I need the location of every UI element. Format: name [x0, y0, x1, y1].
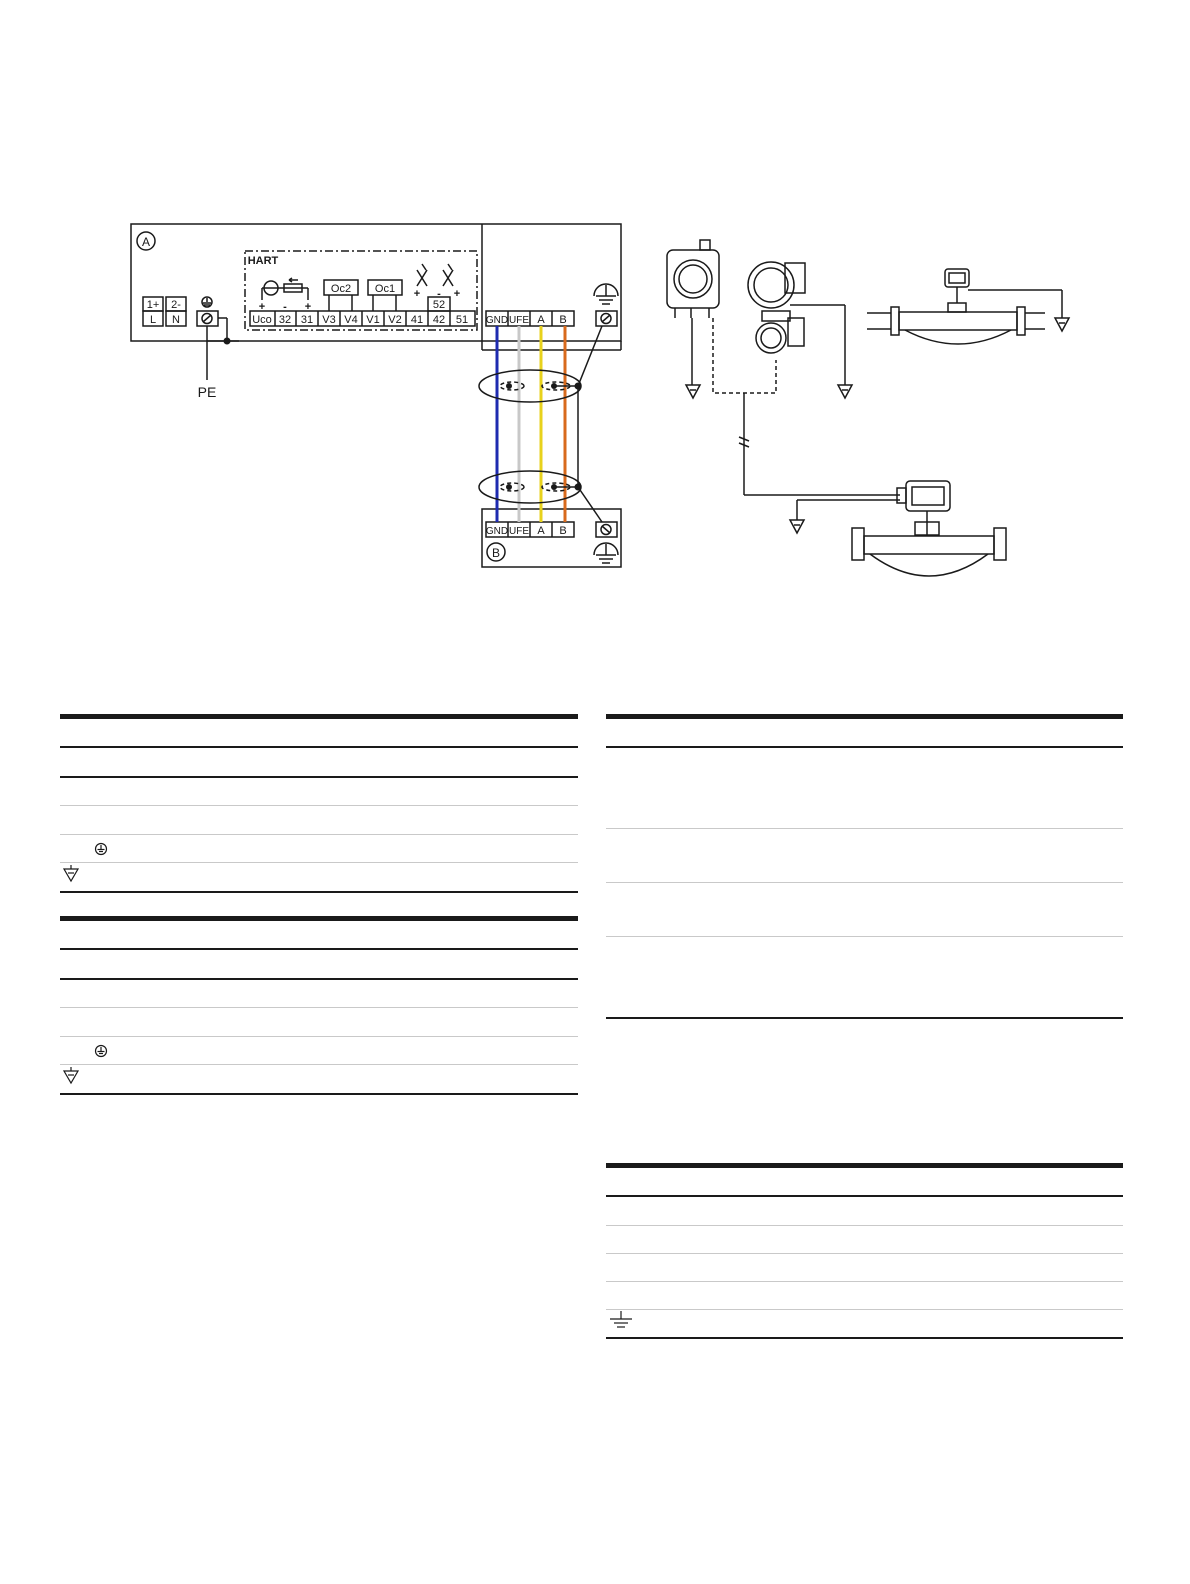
- bus-top-a: A: [537, 314, 545, 326]
- protective-earth-icon: [94, 1044, 108, 1058]
- legend-table-4: [606, 1163, 1123, 1343]
- label-oc1: Oc1: [374, 283, 396, 295]
- equipotential-triangle-icon: [62, 1067, 80, 1085]
- legend-table-1: [60, 714, 578, 894]
- terminal-1plus: 1+: [146, 299, 160, 311]
- legend-table-3: [606, 714, 1123, 1022]
- terminal-uco: Uco: [252, 314, 272, 326]
- bus-bottom-ufe: UFE: [509, 526, 529, 537]
- hart-label: HART: [247, 255, 279, 267]
- polarity-6: +: [453, 288, 461, 300]
- terminal-32: 32: [278, 314, 292, 326]
- terminal-l: L: [149, 314, 157, 326]
- wiring-diagram: [0, 0, 1190, 640]
- terminal-v1: V1: [366, 314, 380, 326]
- protective-earth-icon: [94, 842, 108, 856]
- terminal-52: 52: [432, 299, 446, 311]
- bus-top-gnd: GND: [485, 315, 509, 326]
- polarity-5: -: [437, 288, 441, 300]
- bus-bottom-b: B: [559, 525, 567, 537]
- bus-top-ufe: UFE: [509, 315, 529, 326]
- equipotential-triangle-icon: [62, 865, 80, 883]
- terminal-41: 41: [410, 314, 424, 326]
- polarity-4: +: [413, 288, 421, 300]
- label-b: B: [491, 546, 501, 560]
- terminal-31: 31: [300, 314, 314, 326]
- bus-top-b: B: [559, 314, 567, 326]
- terminal-2minus: 2-: [171, 299, 181, 311]
- terminal-42: 42: [432, 314, 446, 326]
- polarity-1: +: [258, 301, 266, 313]
- polarity-3: +: [304, 301, 312, 313]
- label-pe: PE: [197, 384, 217, 400]
- polarity-2: -: [283, 301, 287, 313]
- bus-bottom-a: A: [537, 525, 545, 537]
- ground-icon: [608, 1311, 634, 1333]
- terminal-v2: V2: [388, 314, 402, 326]
- label-oc2: Oc2: [330, 283, 352, 295]
- label-a: A: [141, 235, 151, 249]
- terminal-v3: V3: [322, 314, 336, 326]
- bus-bottom-gnd: GND: [485, 526, 509, 537]
- terminal-51: 51: [455, 314, 469, 326]
- legend-table-2: [60, 916, 578, 1096]
- terminal-n: N: [172, 314, 180, 326]
- terminal-v4: V4: [344, 314, 358, 326]
